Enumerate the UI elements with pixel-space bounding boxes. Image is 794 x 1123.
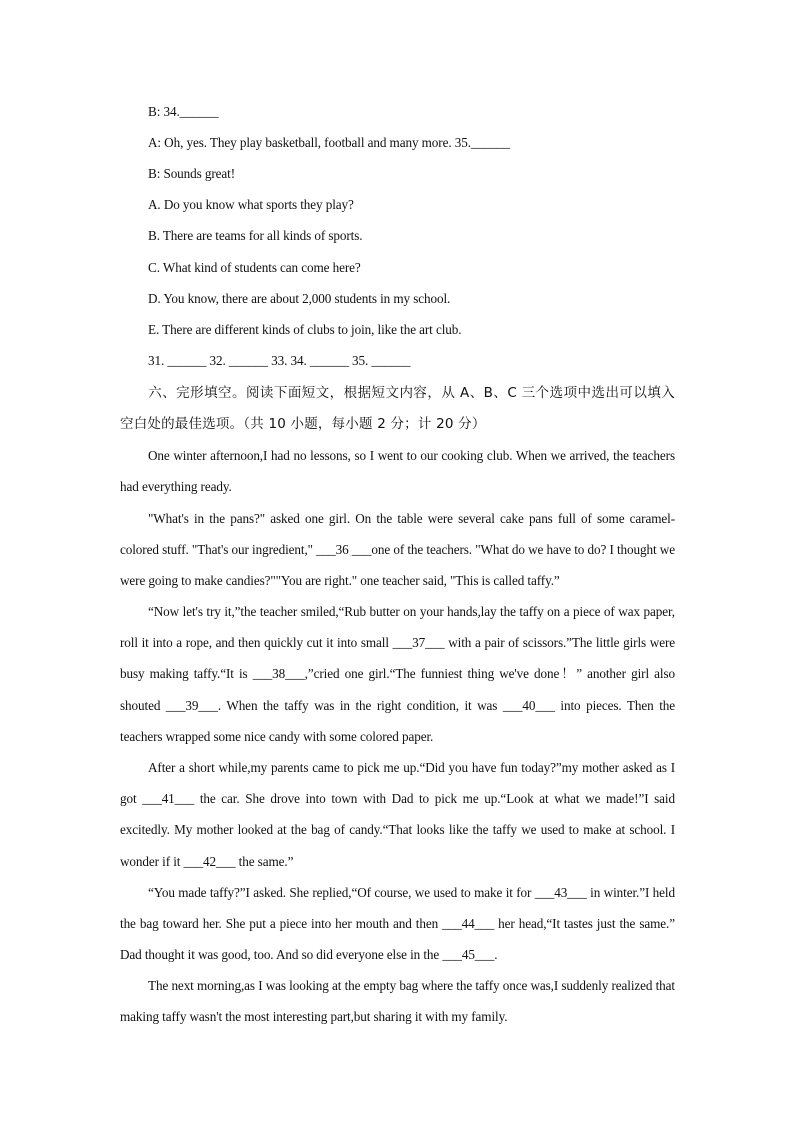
section-title-text: 六、完形填空。阅读下面短文，根据短文内容，从 A、B、C 三个选项中选出可以填入空白处的最佳选项。（共 10 小题，每小题 2 分；计 20 分） (120, 385, 675, 433)
option-a: A. Do you know what sports they play? (148, 197, 354, 212)
passage-paragraph-5 (120, 877, 675, 971)
passage-paragraph-1-text: One winter afternoon,I had no lessons, so I went to our cooking club. When we arrived, the teachers had everything ready. (120, 448, 675, 495)
dialogue-line-b-34: B: 34.______ (148, 104, 219, 119)
passage-paragraph-3-text: “Now let's try it,”the teacher smiled,“Rub butter on your hands,lay the taffy on a piece of wax paper, roll it into a rope, and then quickly cut it into small ___37___ with a pair of scissors.”The little girls were busy making taffy.“It is ___38___,”cried one girl.“The funniest thing we've done！” another girl also shouted ___39___. When the taffy was in the right condition, it was ___40___ into pieces. Then the teachers wrapped some nice candy with some colored paper. (120, 604, 675, 744)
passage-paragraph-2 (120, 503, 675, 597)
dialogue-line-a-35: A: Oh, yes. They play basketball, football and many more. 35.______ (148, 135, 510, 150)
option-d: D. You know, there are about 2,000 students in my school. (148, 291, 451, 306)
option-c: C. What kind of students can come here? (148, 260, 361, 275)
option-b: B. There are teams for all kinds of sports. (148, 228, 363, 243)
option-e: E. There are different kinds of clubs to join, like the art club. (148, 322, 462, 337)
dialogue-line-b-sounds-great: B: Sounds great! (148, 166, 236, 181)
passage-paragraph-5-text: “You made taffy?”I asked. She replied,“Of course, we used to make it for ___43___ in winter.”I held the bag toward her. She put a piece into her mouth and then ___44___ her head,“It tastes just the same.” Dad thought it was good, too. And so did everyone else in the ___45___. (120, 885, 675, 963)
passage-paragraph-2-text: "What's in the pans?" asked one girl. On the table were several cake pans full of some caramel-colored stuff. "That's our ingredient," ___36 ___one of the teachers. "What do we have to do? I thought we were going to make candies?""You are right." one teacher said, "This is called taffy.” (120, 511, 675, 589)
answer-line: 31. ______ 32. ______ 33. 34. ______ 35. ______ (148, 353, 411, 368)
passage-paragraph-1 (120, 440, 675, 502)
passage-paragraph-4-text: After a short while,my parents came to pick me up.“Did you have fun today?”my mother asked as I got ___41___ the car. She drove into town with Dad to pick me up.“Look at what we made!”I said excitedly. My mother looked at the bag of candy.“That looks like the taffy we used to make at school. I wonder if it ___42___ the same.” (120, 760, 675, 869)
passage-paragraph-6 (120, 970, 675, 1032)
passage-paragraph-6-text: The next morning,as I was looking at the empty bag where the taffy once was,I suddenly realized that making taffy wasn't the most interesting part,but sharing it with my family. (120, 978, 675, 1025)
passage-paragraph-4 (120, 752, 675, 877)
section-title (120, 378, 675, 440)
passage-paragraph-3 (120, 596, 675, 752)
